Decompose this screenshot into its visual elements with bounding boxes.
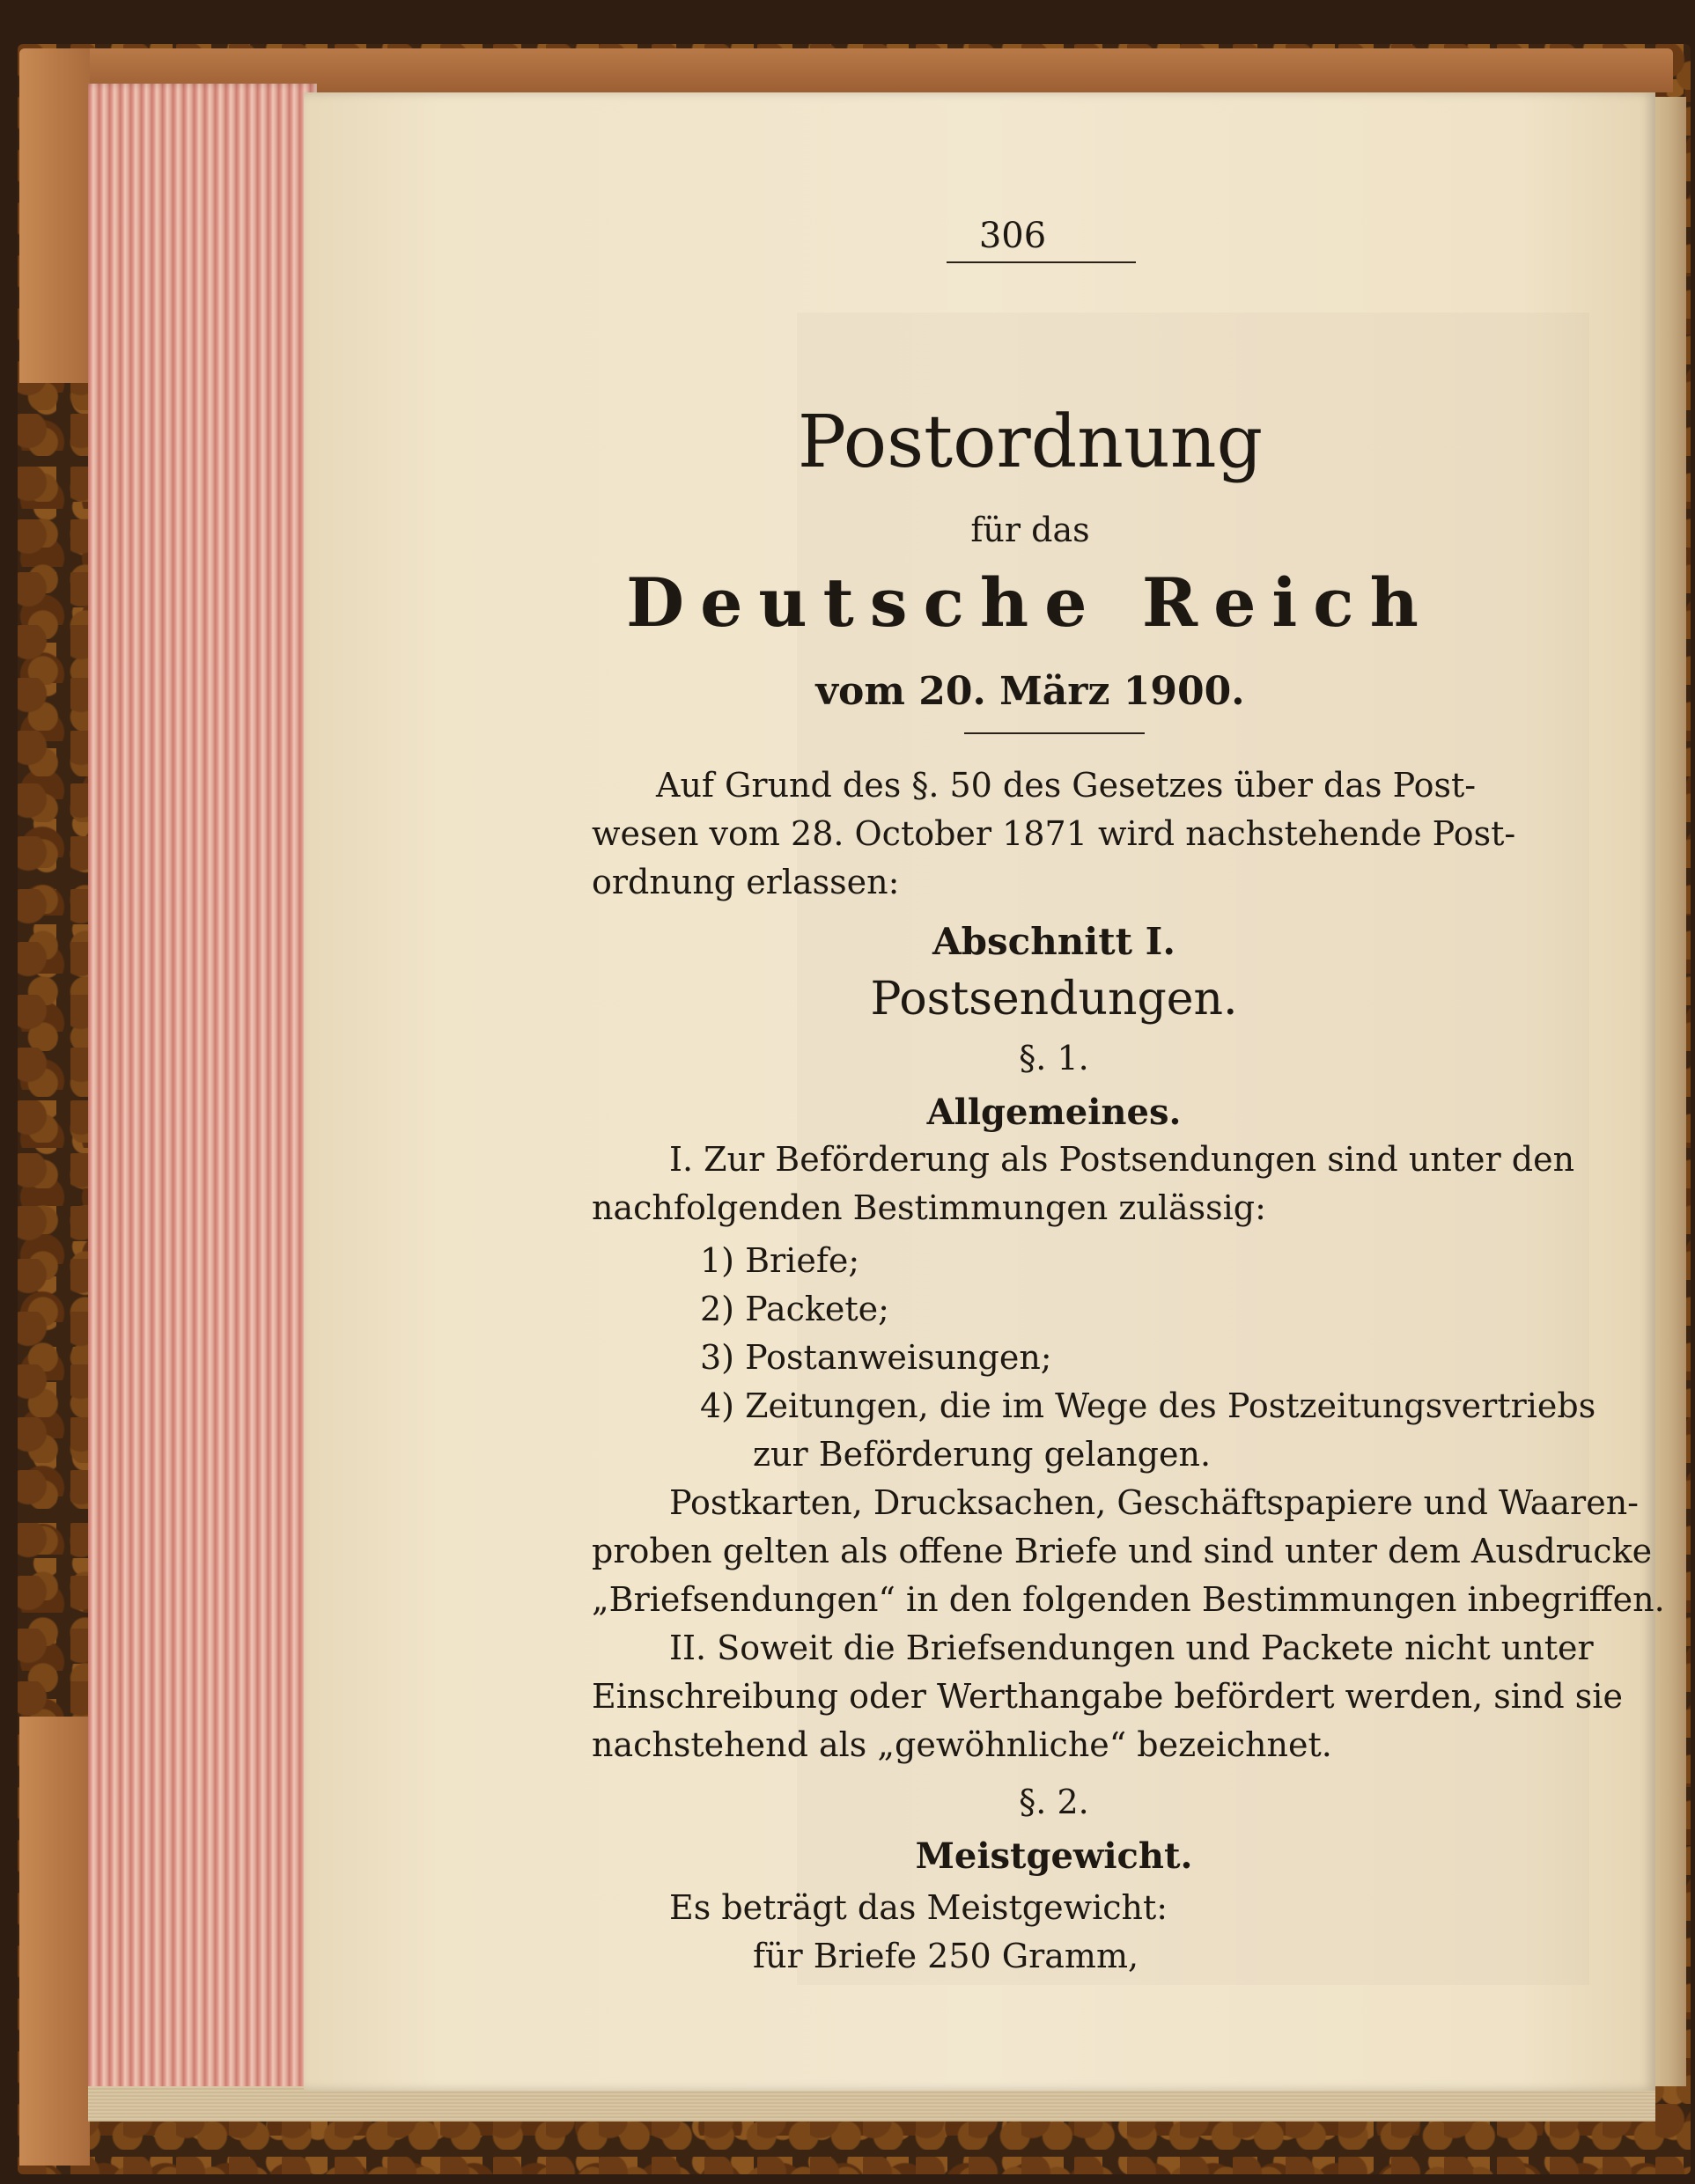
paragraph-line: nachfolgenden Bestimmungen zulässig: — [592, 1188, 1266, 1227]
list-item: zur Beförderung gelangen. — [753, 1435, 1212, 1474]
date-line: vom 20. März 1900. — [815, 669, 1245, 714]
paragraph-line: nachstehend als „gewöhnliche“ bezeichnet. — [592, 1725, 1332, 1764]
paragraph-line: II. Soweit die Briefsendungen und Packete nicht unter — [669, 1629, 1594, 1667]
realm-title: Deutsche Reich — [626, 563, 1434, 642]
leather-corner-top — [19, 48, 90, 383]
paragraph-number: §. 1. — [1019, 1039, 1089, 1077]
title-subtitle: für das — [970, 511, 1090, 549]
list-item: 2) Packete; — [700, 1290, 889, 1328]
page-number: 306 — [978, 216, 1047, 256]
paragraph-line: „Briefsendungen“ in den folgenden Bestimmungen inbegriffen. — [592, 1580, 1665, 1619]
paragraph-line: Postkarten, Drucksachen, Geschäftspapiere und Waaren- — [669, 1483, 1640, 1522]
preamble-line: wesen vom 28. October 1871 wird nachstehende Post- — [592, 814, 1516, 853]
paragraph-line: Es beträgt das Meistgewicht: — [669, 1888, 1168, 1927]
page-edges-stack — [88, 84, 317, 2113]
title-rule — [964, 732, 1145, 734]
paragraph-title: Allgemeines. — [926, 1092, 1182, 1133]
paragraph-line: Einschreibung oder Werthangabe befördert werden, sind sie — [592, 1677, 1623, 1716]
document-title: Postordnung — [797, 401, 1264, 484]
page-edge-bottom — [88, 2086, 1655, 2121]
preamble-line: ordnung erlassen: — [592, 863, 900, 901]
section-heading: Abschnitt I. — [932, 920, 1175, 963]
section-title: Postsendungen. — [870, 973, 1238, 1026]
paragraph-line: proben gelten als offene Briefe und sind unter dem Ausdrucke — [592, 1532, 1653, 1570]
paragraph-number: §. 2. — [1019, 1783, 1089, 1821]
paragraph-line: I. Zur Beförderung als Postsendungen sind unter den — [669, 1140, 1575, 1179]
preamble-line: Auf Grund des §. 50 des Gesetzes über das Post- — [656, 766, 1477, 805]
leather-corner-bottom — [19, 1717, 90, 2166]
page-number-rule — [947, 261, 1136, 263]
list-item: 4) Zeitungen, die im Wege des Postzeitungsvertriebs — [700, 1386, 1596, 1425]
list-item: 3) Postanweisungen; — [700, 1338, 1052, 1377]
paragraph-line: für Briefe 250 Gramm, — [753, 1937, 1139, 1975]
paragraph-title: Meistgewicht. — [915, 1835, 1193, 1877]
list-item: 1) Briefe; — [700, 1241, 860, 1280]
